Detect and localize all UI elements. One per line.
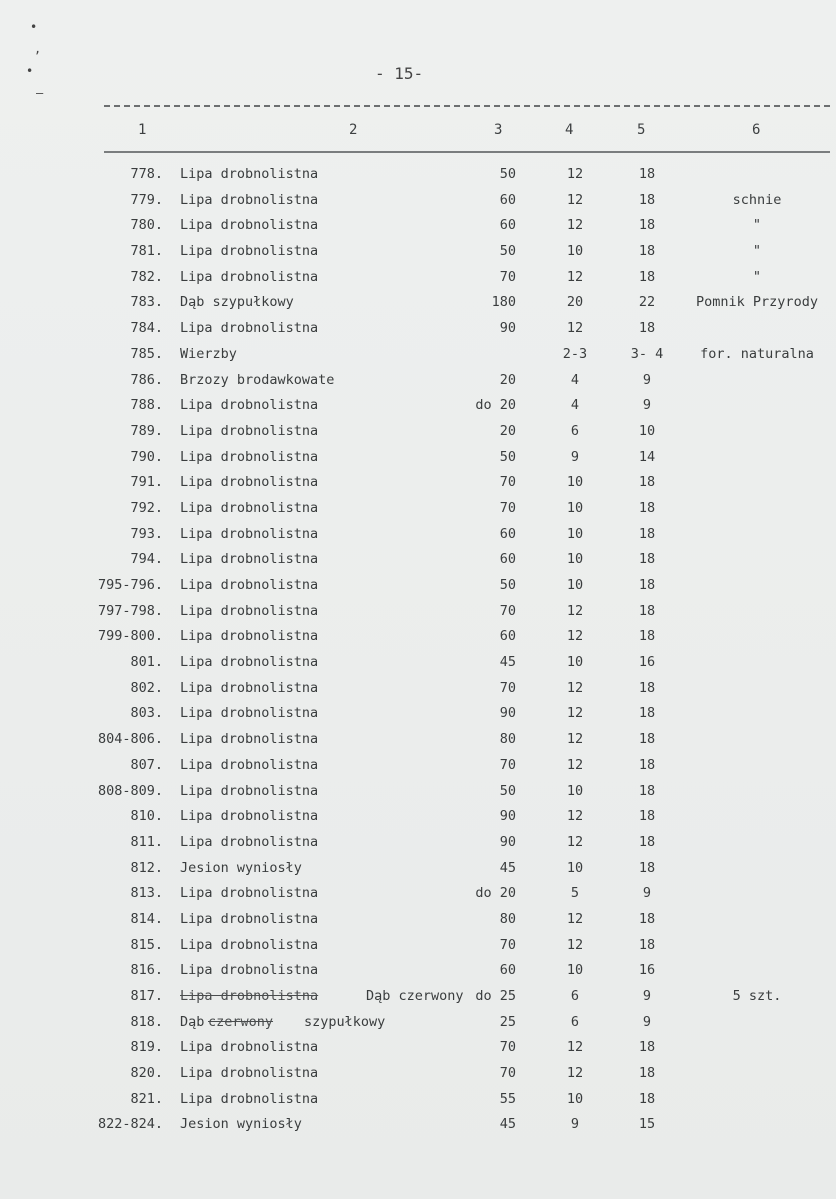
column-4-value: 10 (566, 1090, 584, 1107)
column-5-value: 16 (638, 654, 656, 671)
species-name: Lipa drobnolistna (180, 705, 319, 722)
species-name: szypułkowy (304, 1013, 386, 1030)
column-5-value: 16 (638, 962, 656, 979)
column-5-value: 14 (638, 448, 656, 465)
column-5-value: 18 (638, 859, 656, 876)
row-number: 797-798. (97, 602, 163, 619)
column-4-value: 12 (566, 910, 584, 927)
species-name: Lipa drobnolistna (180, 243, 319, 260)
table-row (0, 1037, 836, 1063)
species-name: Lipa drobnolistna (180, 474, 319, 491)
column-4-value: 10 (566, 782, 584, 799)
species-name: Lipa drobnolistna (180, 1039, 319, 1056)
column-3-value: 50 (499, 166, 516, 182)
row-number: 822-824. (97, 1116, 163, 1133)
column-5-value: 18 (638, 191, 656, 208)
column-3-value: 90 (499, 833, 516, 850)
table-row (0, 626, 836, 652)
table-header-rule (104, 151, 830, 153)
row-number: 808-809. (97, 782, 163, 799)
column-3-value: 70 (499, 936, 516, 953)
table-row (0, 703, 836, 729)
row-number: 810. (130, 808, 163, 825)
column-4-value: 12 (566, 191, 584, 208)
column-5-value: 18 (638, 166, 656, 182)
column-5-value: 18 (638, 217, 656, 234)
column-3-value: 70 (499, 1039, 516, 1056)
column-5-value: 18 (638, 679, 656, 696)
struck-text: Lipa drobnolistna (180, 988, 319, 1004)
column-5-value: 18 (638, 243, 656, 260)
species-name: Lipa drobnolistna (180, 808, 319, 825)
column-4-value: 10 (566, 577, 584, 593)
row-number: 821. (130, 1090, 163, 1107)
table-row (0, 447, 836, 473)
column-3-value: 50 (499, 448, 516, 465)
species-name: Lipa drobnolistna (180, 268, 319, 285)
column-4-value: 12 (566, 268, 584, 285)
species-name: Jesion wyniosły (180, 1116, 302, 1133)
table-row (0, 549, 836, 575)
column-4-value: 12 (566, 602, 584, 619)
table-row (0, 832, 836, 858)
column-4-value: 10 (566, 551, 584, 568)
table-row (0, 344, 836, 370)
column-3-value: 60 (499, 551, 516, 568)
margin-mark: – (36, 86, 44, 100)
species-name: Lipa drobnolistna (180, 1090, 319, 1107)
row-number: 803. (130, 705, 163, 722)
table-row (0, 935, 836, 961)
column-5-value: 18 (638, 1090, 656, 1107)
column-4-value: 5 (570, 885, 580, 902)
column-header-5: 5 (637, 122, 646, 138)
remark: 5 szt. (732, 988, 782, 1004)
column-5-value: 18 (638, 602, 656, 619)
column-3-value: 70 (499, 499, 516, 516)
table-row (0, 858, 836, 884)
column-3-value: do 20 (475, 885, 516, 902)
species-name: Lipa drobnolistna (180, 525, 319, 542)
column-5-value: 18 (638, 525, 656, 542)
table-row (0, 267, 836, 293)
table-row (0, 421, 836, 447)
column-header-1: 1 (138, 122, 147, 138)
column-4-value: 6 (570, 1013, 580, 1030)
column-4-value: 12 (566, 936, 584, 953)
table-row (0, 883, 836, 909)
column-5-value: 18 (638, 1065, 656, 1082)
column-4-value: 9 (570, 1116, 580, 1133)
column-3-value: 45 (499, 1116, 516, 1133)
row-number: 793. (130, 525, 163, 542)
species-name: Wierzby (180, 345, 237, 362)
column-4-value: 10 (566, 859, 584, 876)
column-5-value: 9 (642, 1013, 652, 1030)
row-number: 782. (130, 268, 163, 285)
column-4-value: 12 (566, 731, 584, 748)
column-5-value: 9 (642, 988, 652, 1004)
table-row (0, 960, 836, 986)
column-5-value: 18 (638, 782, 656, 799)
column-4-value: 12 (566, 808, 584, 825)
column-5-value: 18 (638, 499, 656, 516)
table-row (0, 1114, 836, 1140)
column-3-value: do 20 (475, 397, 516, 414)
column-5-value: 18 (638, 268, 656, 285)
species-name: Lipa drobnolistna (180, 217, 319, 234)
table-row (0, 370, 836, 396)
row-number: 786. (130, 371, 163, 388)
column-3-value: 45 (499, 859, 516, 876)
table-row (0, 241, 836, 267)
remark: " (752, 217, 762, 234)
column-4-value: 2-3 (562, 345, 588, 362)
row-number: 799-800. (97, 628, 163, 645)
table-row (0, 575, 836, 601)
table-row (0, 986, 836, 1012)
column-5-value: 18 (638, 731, 656, 748)
row-number: 790. (130, 448, 163, 465)
species-name: Lipa drobnolistna (180, 756, 319, 773)
species-name: Lipa drobnolistna (180, 602, 319, 619)
remark: Pomnik Przyrody (696, 294, 818, 311)
species-name: Brzozy brodawkowate (180, 371, 335, 388)
column-3-value: 90 (499, 320, 516, 337)
table-top-rule (104, 105, 830, 107)
table-row (0, 292, 836, 318)
column-5-value: 10 (638, 422, 656, 439)
column-3-value: 80 (499, 731, 516, 748)
column-4-value: 6 (570, 422, 580, 439)
margin-mark: • (30, 20, 38, 34)
remark: " (752, 268, 762, 285)
column-3-value: 50 (499, 243, 516, 260)
column-3-value: 70 (499, 1065, 516, 1082)
table-row (0, 601, 836, 627)
column-5-value: 18 (638, 756, 656, 773)
row-number: 813. (130, 885, 163, 902)
column-3-value: 20 (499, 422, 516, 439)
row-number: 812. (130, 859, 163, 876)
column-3-value: 45 (499, 654, 516, 671)
column-5-value: 15 (638, 1116, 656, 1133)
species-name: Lipa drobnolistna (180, 422, 319, 439)
column-5-value: 18 (638, 808, 656, 825)
column-5-value: 18 (638, 936, 656, 953)
row-number: 788. (130, 397, 163, 414)
row-number: 795-796. (97, 577, 163, 593)
column-4-value: 12 (566, 679, 584, 696)
column-5-value: 18 (638, 910, 656, 927)
table-row (0, 755, 836, 781)
species-name: Lipa drobnolistna (180, 654, 319, 671)
column-3-value: 60 (499, 525, 516, 542)
margin-mark: • (26, 64, 34, 78)
species-name: Lipa drobnolistna (180, 782, 319, 799)
column-4-value: 12 (566, 833, 584, 850)
row-number: 816. (130, 962, 163, 979)
column-4-value: 12 (566, 756, 584, 773)
column-3-value: 70 (499, 679, 516, 696)
species-name: Dąb szypułkowy (180, 294, 294, 311)
column-3-value: 70 (499, 602, 516, 619)
table-row (0, 1063, 836, 1089)
species-name: Lipa drobnolistna (180, 731, 319, 748)
species-name-prefix: Dąb (180, 1013, 205, 1030)
row-number: 819. (130, 1039, 163, 1056)
row-number: 814. (130, 910, 163, 927)
species-name: Lipa drobnolistna (180, 397, 319, 414)
column-3-value: 70 (499, 756, 516, 773)
column-5-value: 9 (642, 885, 652, 902)
column-4-value: 4 (570, 397, 580, 414)
column-4-value: 12 (566, 1065, 584, 1082)
table-row (0, 164, 836, 190)
column-4-value: 10 (566, 525, 584, 542)
row-number: 789. (130, 422, 163, 439)
species-name: Dąb czerwony (366, 988, 464, 1004)
row-number: 804-806. (97, 731, 163, 748)
row-number: 779. (130, 191, 163, 208)
column-4-value: 12 (566, 1039, 584, 1056)
species-name: Lipa drobnolistna (180, 833, 319, 850)
species-name: Lipa drobnolistna (180, 499, 319, 516)
row-number: 815. (130, 936, 163, 953)
column-3-value: 20 (499, 371, 516, 388)
species-name: Lipa drobnolistna (180, 577, 319, 593)
table-row (0, 806, 836, 832)
table-row (0, 729, 836, 755)
table-row (0, 781, 836, 807)
species-name: Lipa drobnolistna (180, 1065, 319, 1082)
column-4-value: 10 (566, 962, 584, 979)
column-5-value: 9 (642, 371, 652, 388)
column-header-3: 3 (494, 122, 503, 138)
column-4-value: 12 (566, 166, 584, 182)
column-5-value: 18 (638, 320, 656, 337)
table-row (0, 318, 836, 344)
table-row (0, 678, 836, 704)
table-row (0, 909, 836, 935)
row-number: 811. (130, 833, 163, 850)
row-number: 792. (130, 499, 163, 516)
row-number: 780. (130, 217, 163, 234)
column-3-value: 70 (499, 474, 516, 491)
row-number: 818. (130, 1013, 163, 1030)
column-5-value: 3- 4 (630, 345, 664, 362)
table-row (0, 1012, 836, 1038)
column-header-6: 6 (752, 122, 761, 138)
column-3-value: 50 (499, 782, 516, 799)
margin-mark: ‚ (34, 42, 42, 56)
column-5-value: 18 (638, 628, 656, 645)
remark: for. naturalna (700, 345, 814, 362)
column-3-value: 60 (499, 217, 516, 234)
row-number: 785. (130, 345, 163, 362)
column-5-value: 18 (638, 474, 656, 491)
species-name: Lipa drobnolistna (180, 962, 319, 979)
table-row (0, 190, 836, 216)
column-3-value: 55 (499, 1090, 516, 1107)
row-number: 801. (130, 654, 163, 671)
species-name: Lipa drobnolistna (180, 191, 319, 208)
table-row (0, 498, 836, 524)
remark: " (752, 243, 762, 260)
table-row (0, 652, 836, 678)
column-5-value: 18 (638, 577, 656, 593)
column-5-value: 18 (638, 551, 656, 568)
tree-inventory-table (0, 164, 836, 1140)
table-row (0, 1089, 836, 1115)
column-4-value: 10 (566, 243, 584, 260)
table-row (0, 395, 836, 421)
struck-text: czerwony (208, 1013, 274, 1030)
page-number: - 15- (375, 64, 424, 83)
column-4-value: 12 (566, 320, 584, 337)
column-4-value: 10 (566, 474, 584, 491)
column-4-value: 6 (570, 988, 580, 1004)
species-name: Lipa drobnolistna (180, 448, 319, 465)
species-name: Lipa drobnolistna (180, 679, 319, 696)
species-name: Lipa drobnolistna (180, 936, 319, 953)
column-5-value: 18 (638, 705, 656, 722)
row-number: 783. (130, 294, 163, 311)
row-number: 807. (130, 756, 163, 773)
column-3-value: 60 (499, 962, 516, 979)
table-row (0, 215, 836, 241)
species-name: Lipa drobnolistna (180, 910, 319, 927)
species-name: Lipa drobnolistna (180, 320, 319, 337)
column-header-4: 4 (565, 122, 574, 138)
species-name: Lipa drobnolistna (180, 166, 319, 182)
column-3-value: 80 (499, 910, 516, 927)
table-row (0, 524, 836, 550)
row-number: 802. (130, 679, 163, 696)
column-5-value: 18 (638, 833, 656, 850)
row-number: 784. (130, 320, 163, 337)
column-4-value: 20 (566, 294, 584, 311)
row-number: 817. (130, 988, 163, 1004)
column-4-value: 12 (566, 217, 584, 234)
column-3-value: do 25 (475, 988, 516, 1004)
column-4-value: 10 (566, 654, 584, 671)
table-row (0, 472, 836, 498)
column-3-value: 70 (499, 268, 516, 285)
column-4-value: 12 (566, 705, 584, 722)
row-number: 781. (130, 243, 163, 260)
column-3-value: 90 (499, 705, 516, 722)
species-name: Jesion wyniosły (180, 859, 302, 876)
row-number: 791. (130, 474, 163, 491)
species-name: Lipa drobnolistna (180, 628, 319, 645)
column-3-value: 60 (499, 628, 516, 645)
column-3-value: 60 (499, 191, 516, 208)
species-name: Lipa drobnolistna (180, 551, 319, 568)
row-number: 794. (130, 551, 163, 568)
remark: schnie (732, 191, 782, 208)
column-header-2: 2 (349, 122, 358, 138)
row-number: 820. (130, 1065, 163, 1082)
row-number: 778. (130, 166, 163, 182)
column-3-value: 180 (491, 294, 516, 311)
column-3-value: 50 (499, 577, 516, 593)
column-5-value: 18 (638, 1039, 656, 1056)
column-3-value: 25 (499, 1013, 516, 1030)
column-5-value: 22 (638, 294, 656, 311)
column-5-value: 9 (642, 397, 652, 414)
column-4-value: 10 (566, 499, 584, 516)
species-name: Lipa drobnolistna (180, 885, 319, 902)
column-4-value: 4 (570, 371, 580, 388)
column-4-value: 12 (566, 628, 584, 645)
column-3-value: 90 (499, 808, 516, 825)
column-4-value: 9 (570, 448, 580, 465)
